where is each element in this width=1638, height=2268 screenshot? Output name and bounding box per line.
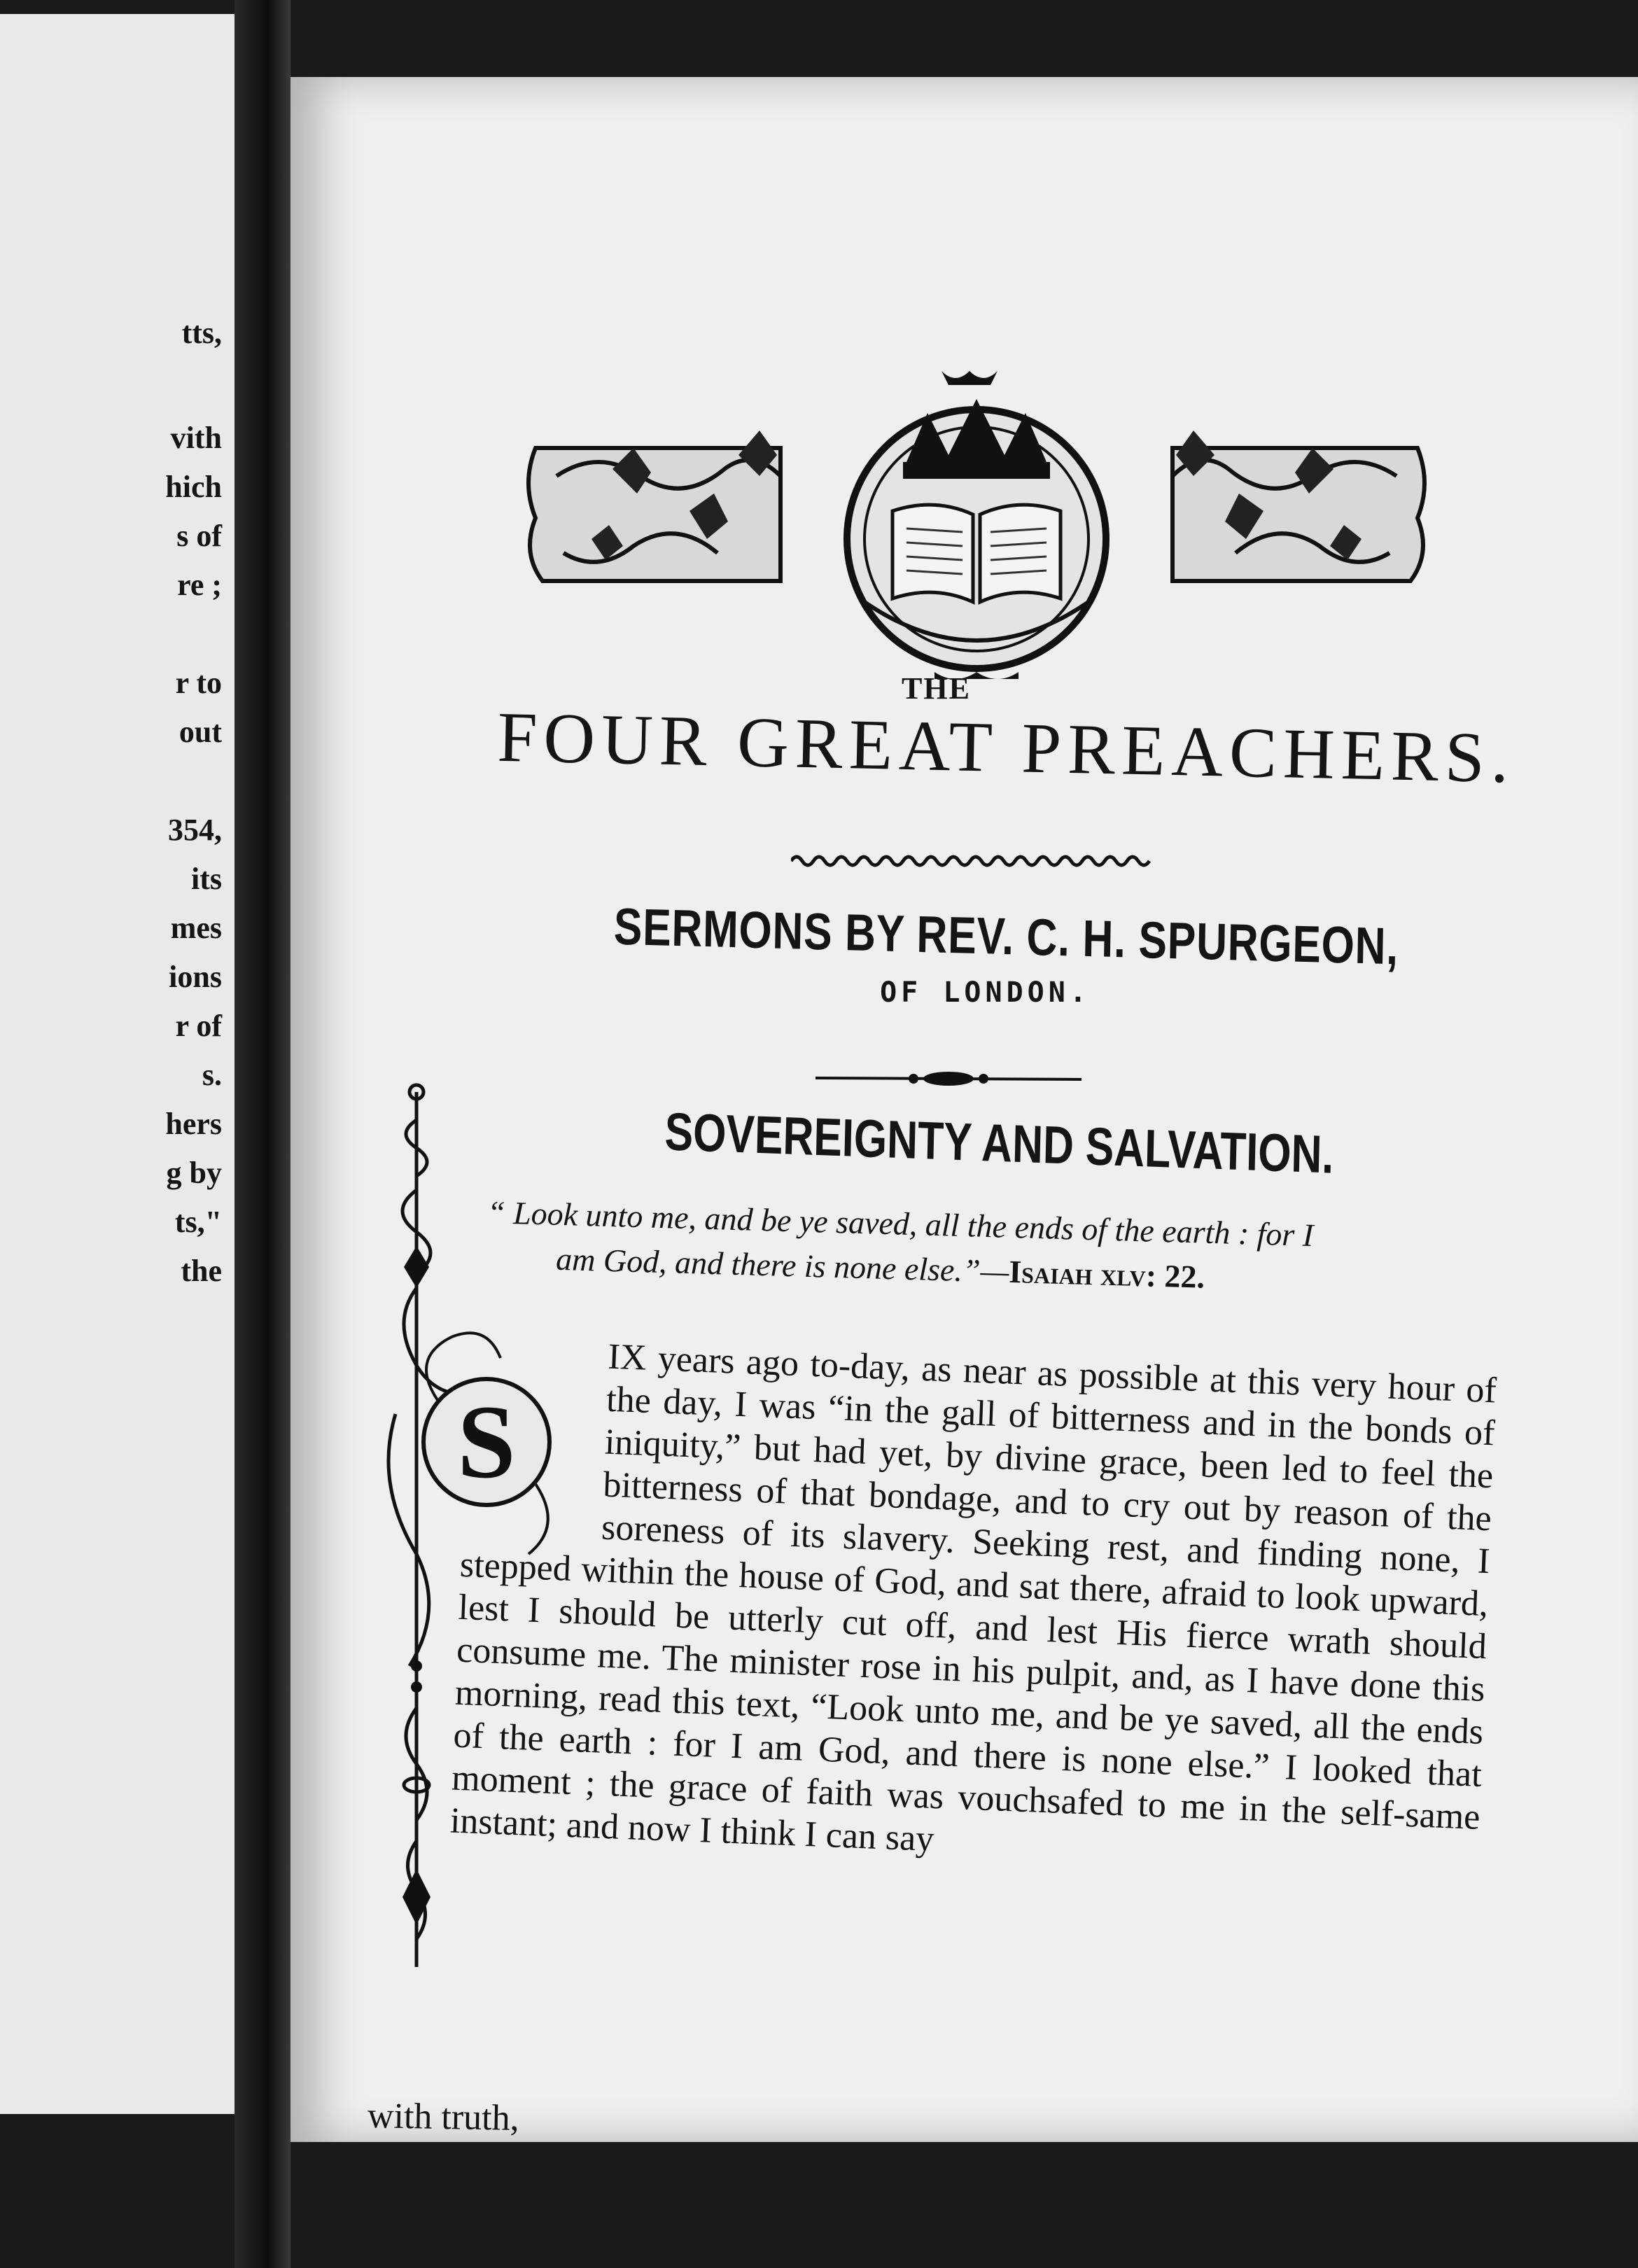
right-page [290,77,1638,2142]
left-page-fragment: g by [166,1156,222,1190]
sermon-body [449,1330,1497,1882]
epigraph-text: am God, and there is none else.”— [555,1240,1010,1289]
left-page-fragment: ts," [174,1205,222,1239]
left-page-fragment: vith [170,421,222,455]
book-gutter [234,0,290,2268]
left-page-fragment: re ; [177,568,222,602]
left-page-fragment: out [178,715,222,749]
drop-cap-letter: S [457,1384,516,1500]
sermon-body-text: IX years ago to-day, as near as possible at this very hour of the day, I was “in the gall of bitterness and in the bonds of iniquity,” but had yet, by divine grace, been led to feel the bitterness of that bondage, and to cry out by reason of the soreness of its slavery. Seeking rest, and finding none, I stepped within the house of God, and sat there, afraid to look upward, lest I should be utterly cut off, and lest His fierce wrath should consume me. The minister rose in his pulpit, and, as I have done this morning, read this text, “Look unto me, and be ye saved, all the ends of the earth : for I am God, and there is none else.” I looked that moment ; the grace of faith was vouchsafed to me in the self-same instant; and now I think I can say [449,1336,1497,1860]
sermon-continuation: with truth, [367,2096,520,2138]
left-page-fragment: ions [169,960,222,994]
epigraph [485,1190,1488,1308]
left-page-fragment: hers [165,1107,222,1141]
ornamental-divider-icon [816,1064,1082,1092]
of-london-line: OF LONDON. [880,976,1091,1009]
left-page-fragment: r to [175,666,222,700]
crown-book-vignette-icon [514,371,1438,693]
wavy-rule [791,850,1155,875]
left-page-fragment: its [191,862,222,896]
left-page-fragment: tts, [181,316,222,350]
drop-cap-space [462,1330,608,1510]
left-facing-page [0,14,234,2114]
left-page-fragment: s. [202,1058,222,1092]
book-title: FOUR GREAT PREACHERS. [496,697,1516,799]
sermons-byline: SERMONS BY REV. C. H. SPURGEON, [613,897,1399,976]
scripture-reference: Isaiah xlv: 22. [1008,1253,1205,1295]
left-page-fragment: the [181,1254,222,1288]
epigraph-line: “ Look unto me, and be ye saved, all the ends of the earth : for I [486,1194,1314,1253]
left-page-fragment: 354, [168,813,222,847]
left-page-fragment: r of [175,1009,222,1043]
title-prefix: THE [902,671,971,706]
left-page-fragment: s of [176,519,222,553]
left-page-fragment: hich [165,470,222,504]
sermon-title: SOVEREIGNTY AND SALVATION. [664,1102,1335,1185]
left-page-fragment: mes [170,911,222,945]
